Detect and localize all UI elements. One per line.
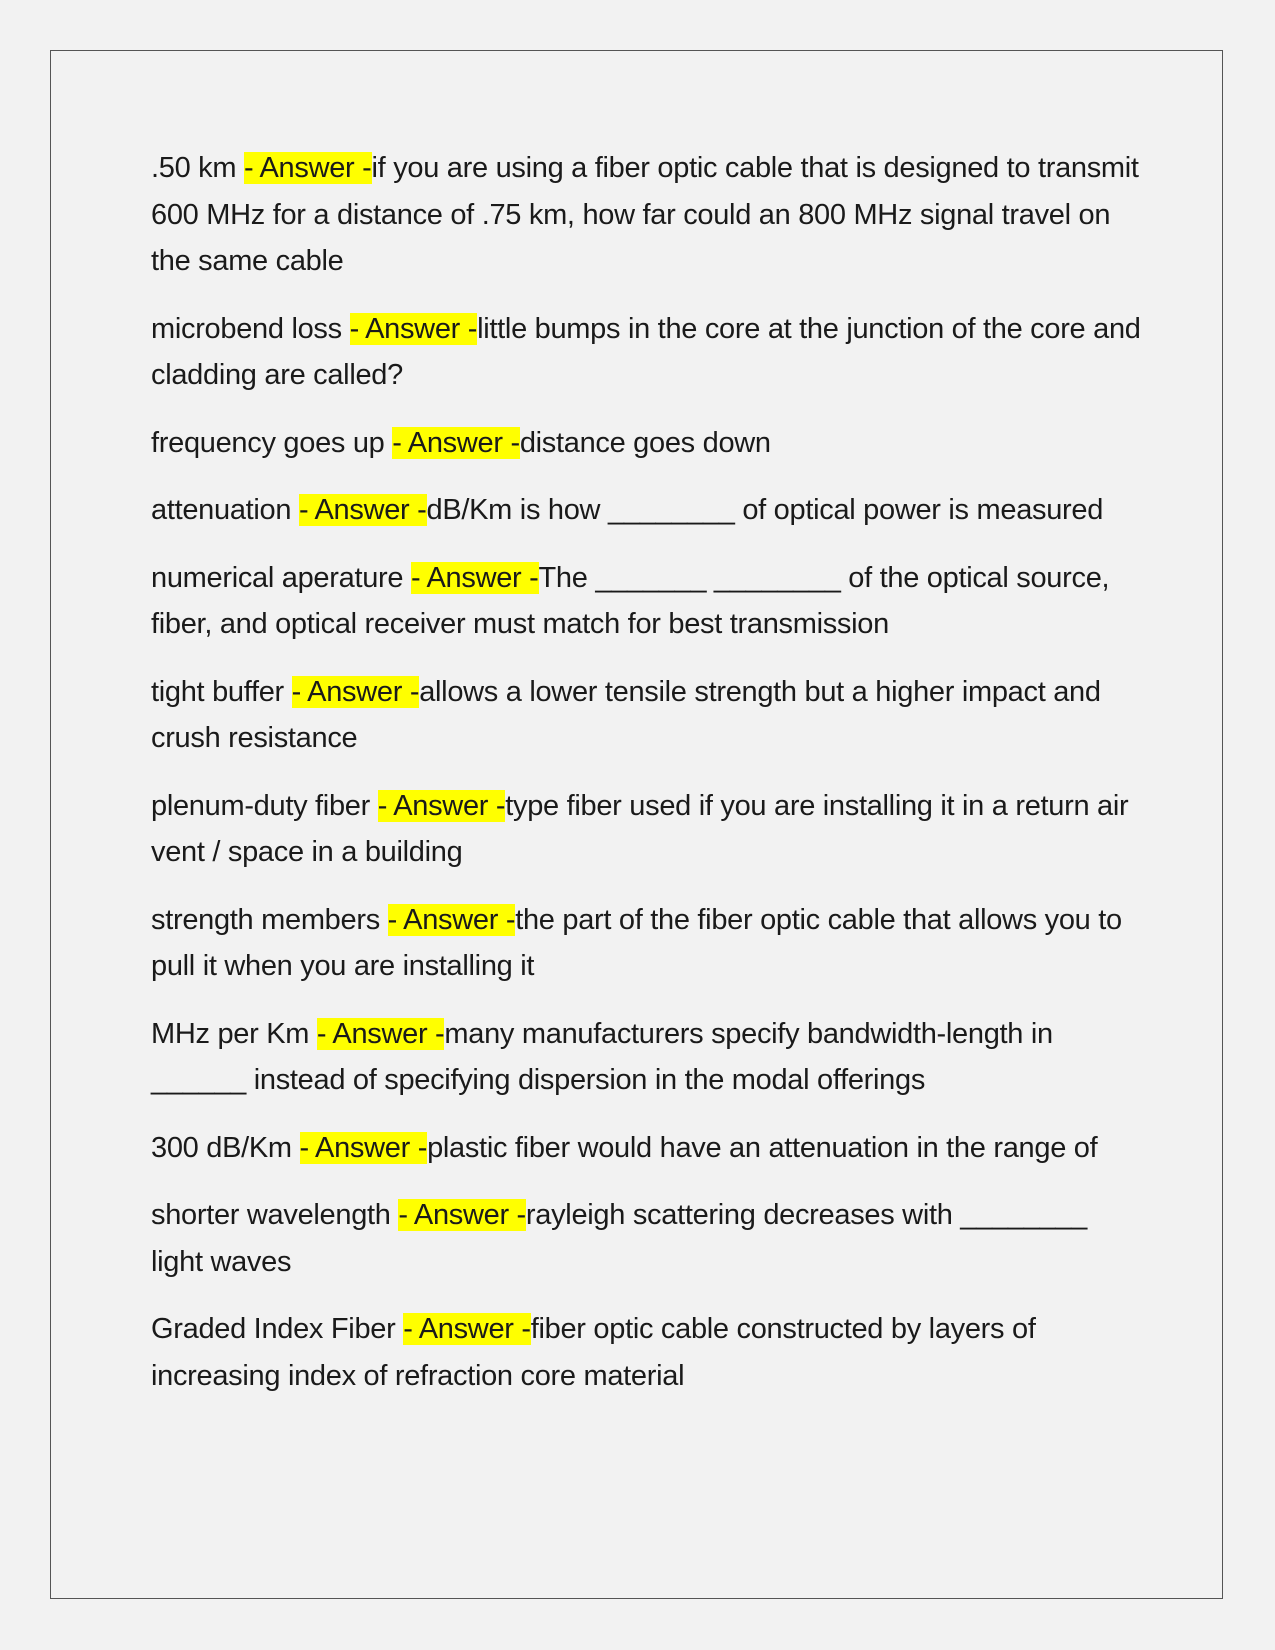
definition: rayleigh scattering decreases with ________ light waves bbox=[151, 1199, 1087, 1278]
answer-separator: - Answer - bbox=[387, 903, 516, 936]
term: shorter wavelength bbox=[151, 1199, 399, 1231]
flashcard-entry bbox=[151, 1306, 1141, 1399]
answer-separator: - Answer - bbox=[299, 1131, 428, 1164]
term: frequency goes up bbox=[151, 426, 393, 459]
definition: many manufacturers specify bandwidth-length in ______ instead of specifying dispersion in the modal offerings bbox=[151, 1017, 1053, 1096]
answer-separator: - Answer - bbox=[398, 1199, 526, 1231]
flashcard-entry bbox=[151, 1011, 1141, 1104]
flashcard-entry bbox=[151, 145, 1141, 285]
term: strength members bbox=[151, 903, 388, 936]
flashcard-entry bbox=[151, 1192, 1141, 1285]
answer-separator: - Answer - bbox=[377, 789, 506, 822]
flashcard-entry bbox=[151, 1125, 1141, 1172]
term: 300 dB/Km bbox=[151, 1131, 300, 1164]
flashcard-entry bbox=[151, 306, 1141, 399]
term: .50 km bbox=[151, 152, 244, 184]
answer-separator: - Answer - bbox=[403, 1313, 531, 1345]
flashcard-entry bbox=[151, 487, 1141, 534]
term: Graded Index Fiber bbox=[151, 1313, 404, 1345]
term: microbend loss bbox=[151, 312, 350, 345]
flashcard-entry bbox=[151, 783, 1141, 876]
answer-separator: - Answer - bbox=[244, 152, 372, 184]
definition: if you are using a fiber optic cable that is designed to transmit 600 MHz for a distance of .75 km, how far could an 800 MHz signal travel on the same cable bbox=[151, 152, 1139, 277]
flashcard-entry bbox=[151, 420, 1141, 467]
definition: little bumps in the core at the junction of the core and cladding are called? bbox=[151, 312, 1141, 391]
definition: The _______ ________ of the optical source, fiber, and optical receiver must match for best transmission bbox=[151, 561, 1110, 640]
answer-separator: - Answer - bbox=[298, 494, 427, 526]
answer-separator: - Answer - bbox=[291, 675, 420, 708]
definition: plastic fiber would have an attenuation in the range of bbox=[427, 1131, 1098, 1164]
answer-separator: - Answer - bbox=[392, 426, 520, 459]
flashcard-entry bbox=[151, 897, 1141, 990]
flashcard-entry bbox=[151, 555, 1141, 648]
term: attenuation bbox=[151, 494, 299, 526]
definition: dB/Km is how ________ of optical power is measured bbox=[426, 494, 1104, 526]
definition: allows a lower tensile strength but a higher impact and crush resistance bbox=[151, 675, 1101, 754]
answer-separator: - Answer - bbox=[410, 561, 539, 594]
flashcard-list bbox=[151, 145, 1141, 1420]
definition: distance goes down bbox=[519, 426, 771, 459]
definition: type fiber used if you are installing it in a return air vent / space in a building bbox=[151, 789, 1129, 868]
term: plenum-duty fiber bbox=[151, 789, 378, 822]
flashcard-entry bbox=[151, 669, 1141, 762]
answer-separator: - Answer - bbox=[316, 1017, 445, 1050]
term: MHz per Km bbox=[151, 1017, 317, 1050]
definition: the part of the fiber optic cable that allows you to pull it when you are installing it bbox=[151, 903, 1122, 982]
term: numerical aperature bbox=[151, 561, 411, 594]
answer-separator: - Answer - bbox=[349, 312, 478, 345]
term: tight buffer bbox=[151, 675, 292, 708]
definition: fiber optic cable constructed by layers of increasing index of refraction core material bbox=[151, 1313, 1036, 1392]
